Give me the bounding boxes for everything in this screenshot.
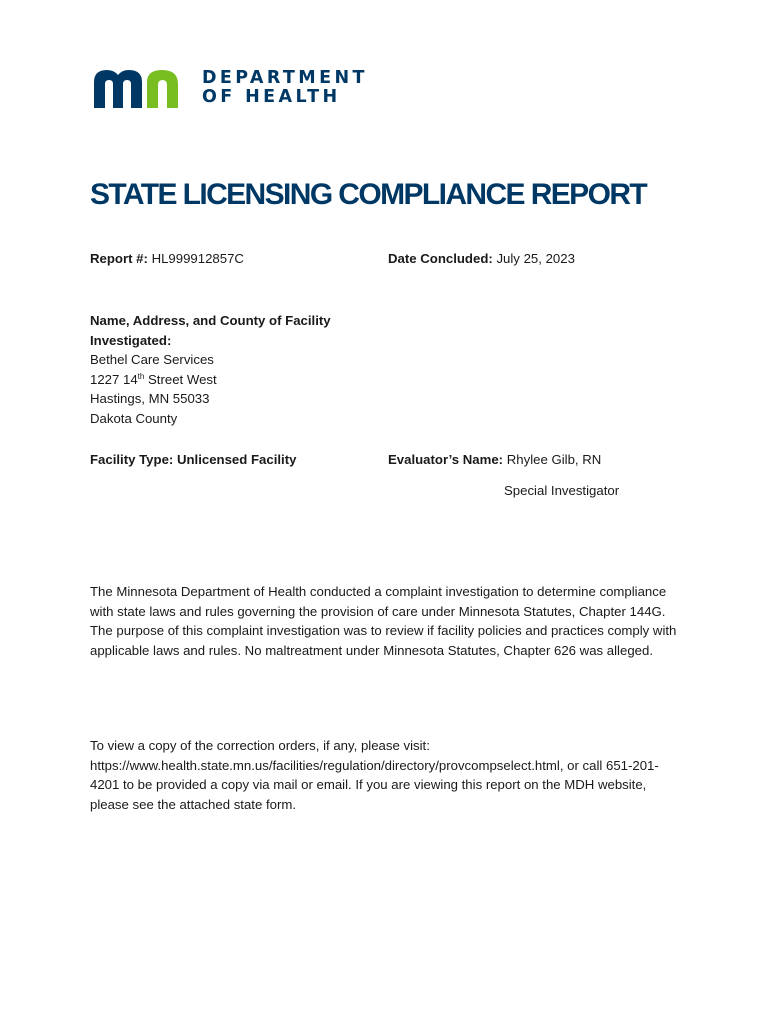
date-concluded-value: July 25, 2023 bbox=[496, 251, 575, 266]
facility-info-label: Name, Address, and County of Facility Investigated: bbox=[90, 313, 331, 348]
mn-logo-mark-icon bbox=[94, 68, 186, 108]
date-concluded-label: Date Concluded: bbox=[388, 251, 493, 266]
address-number: 1227 14 bbox=[90, 371, 138, 387]
correction-orders-paragraph: To view a copy of the correction orders, if any, please visit: https://www.health.state.mn.us/facilities/regulation/directory/provcompselect.html, or call 651-201-4201 to be provided a copy via mail or email. If you are viewing this report on the MDH website, please see the attached state form. bbox=[90, 738, 659, 812]
summary-paragraph: The Minnesota Department of Health conducted a complaint investigation to determine compliance with state laws and rules governing the provision of care under Minnesota Statutes, Chapter 144G. The purpose of this complaint investigation was to review if facility policies and practices comply with applicable laws and rules. No maltreatment under Minnesota Statutes, Chapter 626 was alleged. bbox=[90, 584, 677, 658]
evaluator-name: Rhylee Gilb, RN bbox=[506, 452, 602, 467]
report-number-value: HL999912857C bbox=[151, 251, 244, 266]
report-number bbox=[90, 249, 244, 269]
facility-type bbox=[90, 450, 296, 470]
facility-type-label: Facility Type: bbox=[90, 452, 174, 467]
facility-type-value: Unlicensed Facility bbox=[176, 452, 297, 467]
logo-line-1: DEPARTMENT bbox=[202, 68, 368, 88]
evaluator-label: Evaluator’s Name: bbox=[388, 452, 504, 467]
facility-info bbox=[90, 311, 350, 428]
evaluator-title: Special Investigator bbox=[504, 483, 620, 498]
address-street: Street West bbox=[144, 371, 217, 387]
report-number-label: Report #: bbox=[90, 251, 148, 266]
logo-line-2: OF HEALTH bbox=[202, 87, 341, 107]
facility-name: Bethel Care Services bbox=[90, 352, 214, 367]
facility-city: Hastings, MN 55033 bbox=[90, 391, 210, 406]
facility-address bbox=[90, 370, 350, 390]
report-title: STATE LICENSING COMPLIANCE REPORT bbox=[90, 178, 647, 211]
mdh-logo bbox=[94, 68, 368, 108]
evaluator bbox=[388, 450, 601, 470]
logo-wordmark bbox=[202, 69, 368, 107]
address-ordinal: th bbox=[137, 371, 145, 381]
date-concluded bbox=[388, 249, 575, 269]
facility-county: Dakota County bbox=[90, 410, 178, 426]
